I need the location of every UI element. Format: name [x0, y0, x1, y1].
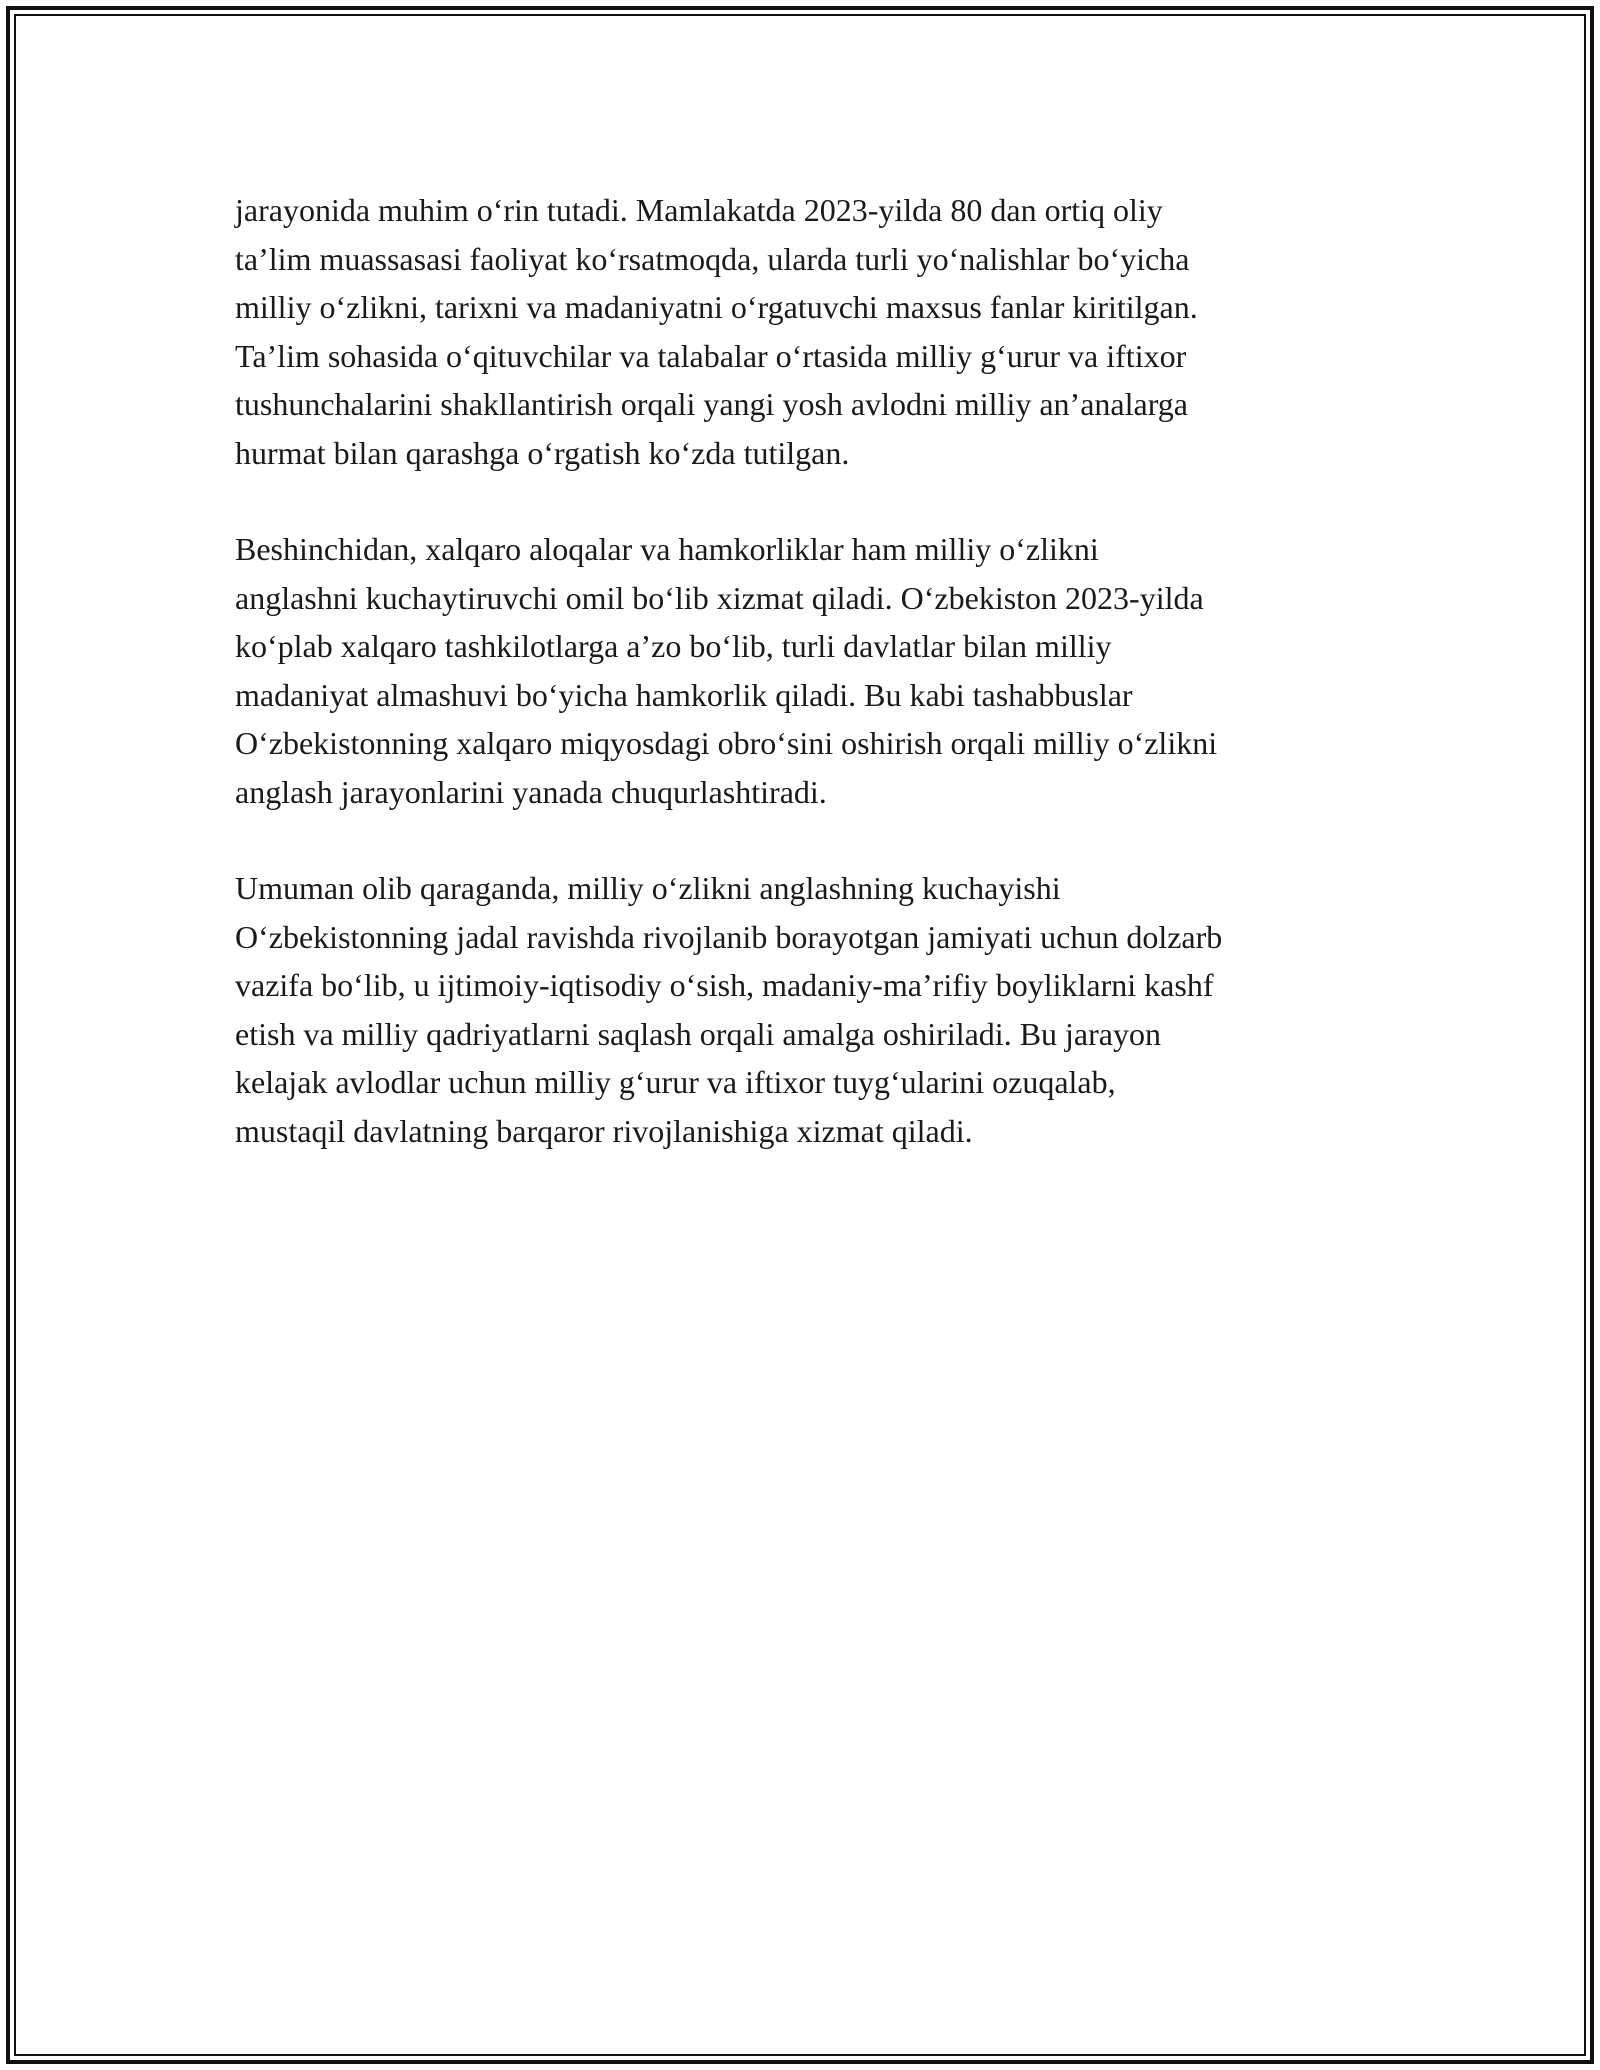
text-line: hurmat bilan qarashga o‘rgatish ko‘zda tutilgan.: [235, 434, 850, 471]
text-line: jarayonida muhim o‘rin tutadi. Mamlakatda 2023-yilda 80 dan ortiq oliy: [235, 192, 1163, 228]
text-line: Beshinchidan, xalqaro aloqalar va hamkorliklar ham milliy o‘zlikni: [235, 531, 1099, 567]
text-line: vazifa bo‘lib, u ijtimoiy-iqtisodiy o‘sish, madaniy-ma’rifiy boyliklarni kashf: [235, 967, 1214, 1003]
text-line: mustaqil davlatning barqaror rivojlanishiga xizmat qiladi.: [235, 1112, 973, 1149]
text-line: madaniyat almashuvi bo‘yicha hamkorlik qiladi. Bu kabi tashabbuslar: [235, 676, 1133, 713]
text-line: ta’lim muassasasi faoliyat ko‘rsatmoqda, ularda turli yo‘nalishlar bo‘yicha: [235, 240, 1190, 277]
text-line: Ta’lim sohasida o‘qituvchilar va talabalar o‘rtasida milliy g‘urur va iftixor: [235, 337, 1187, 374]
paragraph-3: [235, 864, 1395, 1155]
document-body: [235, 186, 1395, 1203]
text-line: ko‘plab xalqaro tashkilotlarga a’zo bo‘lib, turli davlatlar bilan milliy: [235, 628, 1112, 664]
text-line: O‘zbekistonning xalqaro miqyosdagi obro‘sini oshirish orqali milliy o‘zlikni: [235, 725, 1218, 761]
text-line: kelajak avlodlar uchun milliy g‘urur va iftixor tuyg‘ularini ozuqalab,: [235, 1064, 1116, 1100]
text-line: etish va milliy qadriyatlarni saqlash orqali amalga oshiriladi. Bu jarayon: [235, 1015, 1161, 1052]
text-line: tushunchalarini shakllantirish orqali yangi yosh avlodni milliy an’analarga: [235, 386, 1188, 422]
text-line: milliy o‘zlikni, tarixni va madaniyatni o‘rgatuvchi maxsus fanlar kiritilgan.: [235, 289, 1198, 325]
text-line: Umuman olib qaraganda, milliy o‘zlikni anglashning kuchayishi: [235, 870, 1061, 906]
text-line: anglashni kuchaytiruvchi omil bo‘lib xizmat qiladi. O‘zbekiston 2023-yilda: [235, 579, 1204, 616]
text-line: anglash jarayonlarini yanada chuqurlashtiradi.: [235, 773, 827, 810]
paragraph-2: [235, 525, 1395, 816]
text-line: O‘zbekistonning jadal ravishda rivojlanib borayotgan jamiyati uchun dolzarb: [235, 918, 1223, 955]
paragraph-1: [235, 186, 1395, 477]
